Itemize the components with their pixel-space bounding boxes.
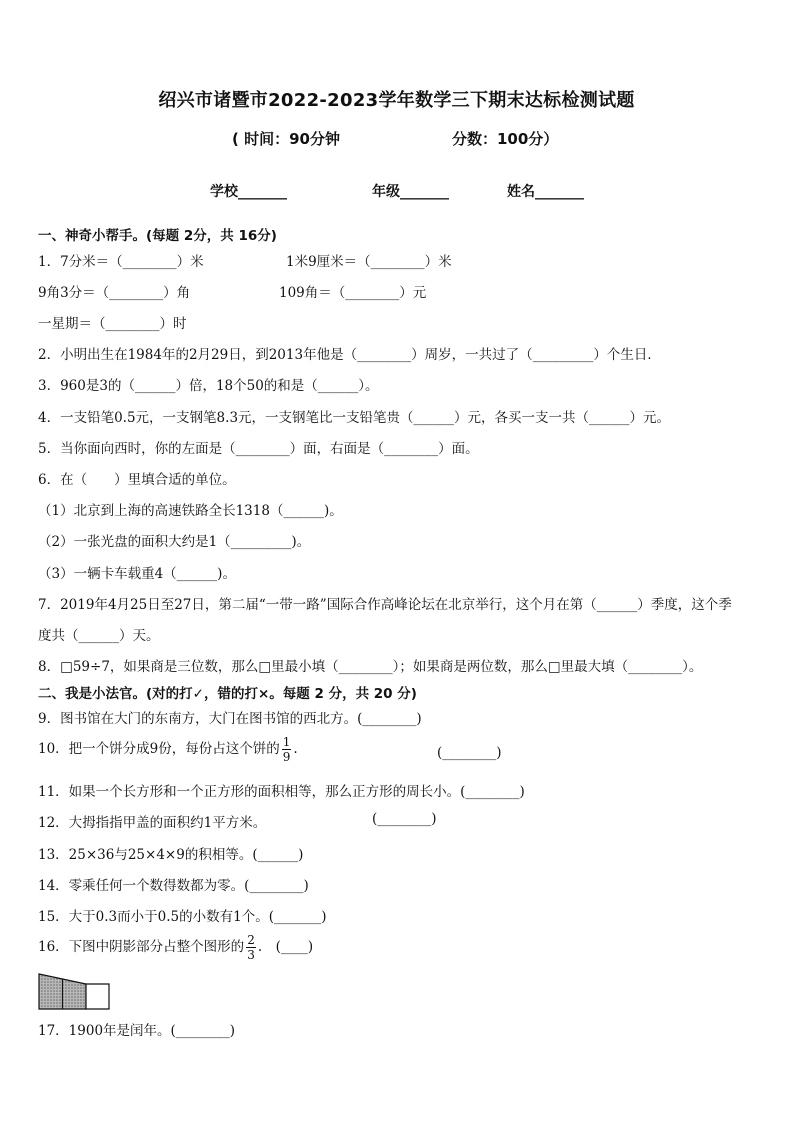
question-12-blank: (________) xyxy=(372,811,437,827)
question-11: 11．如果一个长方形和一个正方形的面积相等，那么正方形的周长小。(________) xyxy=(38,784,525,800)
question-1c: 9角3分＝（________）角 xyxy=(38,285,191,301)
question-4: 4．一支铅笔0.5元，一支钢笔8.3元，一支钢笔比一支铅笔贵（______）元，各买一支一共（______）元。 xyxy=(38,410,671,426)
question-6-3: （3）一辆卡车载重4（______)。 xyxy=(38,566,236,582)
question-16 xyxy=(38,934,313,961)
fraction-denominator: 9 xyxy=(282,750,291,764)
question-8: 8．□59÷7，如果商是三位数，那么□里最小填（________）；如果商是两位数，那么□里最大填（________）。 xyxy=(38,659,703,675)
exam-time: ( 时间：90分钟 xyxy=(232,130,340,148)
question-9: 9．图书馆在大门的东南方，大门在图书馆的西北方。(________) xyxy=(38,711,422,727)
name-field: 姓名_______ xyxy=(507,184,584,200)
fraction-one-ninth xyxy=(282,736,292,763)
question-17: 17．1900年是闰年。(________) xyxy=(38,1023,236,1039)
question-1d: 109角＝（________）元 xyxy=(279,285,427,301)
question-16-text: 16．下图中阴影部分占整个图形的 xyxy=(38,939,245,955)
question-6-2: （2）一张光盘的面积大约是1（_________)。 xyxy=(38,534,311,550)
fraction-two-thirds xyxy=(246,934,256,961)
section-1-heading: 一、神奇小帮手。(每题 2分，共 16分) xyxy=(38,228,277,244)
question-6-1: （1）北京到上海的高速铁路全长1318（______)。 xyxy=(38,503,343,519)
question-10-period: . xyxy=(293,741,298,757)
question-7-line-1: 7．2019年4月25日至27日，第二届“一带一路”国际合作高峰论坛在北京举行，这个月在第（______）季度，这个季 xyxy=(38,597,732,613)
question-1a: 1．7分米＝（________）米 xyxy=(38,254,204,270)
question-10-text: 10．把一个饼分成9份，每份占这个饼的 xyxy=(38,741,280,757)
question-6: 6．在（ ）里填合适的单位。 xyxy=(38,472,236,488)
unshaded-part xyxy=(86,984,109,1009)
question-16-blank: . (____) xyxy=(257,939,314,955)
fraction-numerator: 1 xyxy=(282,735,291,749)
question-1e: 一星期＝（________）时 xyxy=(38,316,187,332)
question-3: 3．960是3的（______）倍，18个50的和是（______）。 xyxy=(38,378,379,394)
question-5: 5．当你面向西时，你的左面是（________）面，右面是（________）面。 xyxy=(38,441,479,457)
shaded-shape-figure xyxy=(38,972,114,1012)
school-field: 学校_______ xyxy=(210,184,287,200)
fraction-denominator: 3 xyxy=(247,948,255,962)
page-title: 绍兴市诸暨市2022-2023学年数学三下期末达标检测试题 xyxy=(158,90,635,111)
question-2: 2．小明出生在1984年的2月29日，到2013年他是（________）周岁，一共过了（_________）个生日． xyxy=(38,347,661,363)
question-7-line-2: 度共（______）天。 xyxy=(38,628,160,644)
question-1b: 1米9厘米＝（________）米 xyxy=(286,254,452,270)
question-12: 12．大拇指指甲盖的面积约1平方米。 xyxy=(38,815,267,831)
question-15: 15．大于0.3而小于0.5的小数有1个。(_______) xyxy=(38,909,327,925)
section-2-heading: 二、我是小法官。(对的打✓，错的打×。每题 2 分，共 20 分) xyxy=(38,686,417,702)
grade-field: 年级_______ xyxy=(372,184,449,200)
question-10-blank: (________) xyxy=(437,745,502,761)
fraction-numerator: 2 xyxy=(247,933,255,947)
question-14: 14．零乘任何一个数得数都为零。(________) xyxy=(38,878,309,894)
question-10 xyxy=(38,736,298,763)
question-13: 13．25×36与25×4×9的积相等。(______) xyxy=(38,847,304,863)
exam-score: 分数：100分） xyxy=(452,130,559,148)
